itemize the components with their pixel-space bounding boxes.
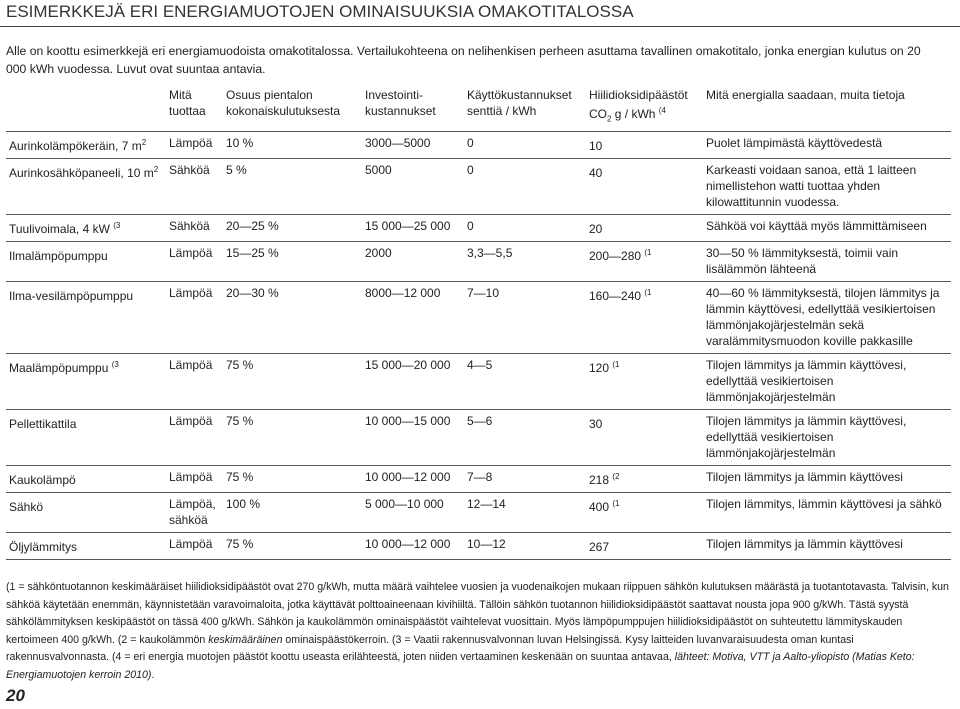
cell-hiili-text: 20 [589, 222, 603, 237]
cell-kaytto [464, 159, 586, 215]
cell-tuottaa [166, 466, 223, 493]
cell-invest [362, 354, 464, 410]
cell-osuus [223, 159, 362, 215]
cell-kaytto-text: 4—5 [467, 358, 493, 373]
cell-name [6, 533, 166, 560]
header-osuus: Osuus pientalon kokonaiskulutuksesta [226, 88, 341, 118]
cell-name [6, 159, 166, 215]
cell-muuta-text: 30—50 % lämmityksestä, toimii vain lisälämmön lähteenä [706, 246, 899, 277]
table-row [6, 215, 951, 242]
footnote-italic-1: keskimääräinen [208, 633, 283, 646]
cell-tuottaa [166, 132, 223, 159]
cell-osuus-text: 75 % [226, 414, 254, 429]
cell-name-sup: 2 [153, 165, 159, 175]
cell-kaytto-text: 7—10 [467, 286, 500, 301]
cell-muuta [703, 282, 951, 354]
cell-hiili [586, 493, 703, 533]
cell-tuottaa-text: Lämpöä [169, 246, 213, 261]
cell-osuus [223, 410, 362, 466]
cell-muuta [703, 242, 951, 282]
table-row [6, 410, 951, 466]
cell-kaytto-text: 3,3—5,5 [467, 246, 513, 261]
cell-hiili-sup: (1 [644, 288, 652, 298]
cell-kaytto [464, 354, 586, 410]
cell-muuta-text: 40—60 % lämmityksestä, tilojen lämmitys ja lämmin käyttövesi, edellyttää vesikiertoisen lämmönjakojärjestelmän sekä varalämmitysmuodon koville pakkasille [706, 286, 940, 349]
cell-osuus-text: 75 % [226, 358, 254, 373]
cell-name-text: Tuulivoimala, 4 kW [9, 222, 114, 237]
cell-muuta [703, 215, 951, 242]
cell-muuta-text: Tilojen lämmitys ja lämmin käyttövesi [706, 537, 903, 552]
header-invest: Investointi-kustannukset [365, 88, 436, 118]
cell-kaytto [464, 282, 586, 354]
cell-kaytto-text: 10—12 [467, 537, 506, 552]
cell-kaytto-text: 0 [467, 163, 474, 178]
cell-hiili-text: 267 [589, 540, 610, 555]
cell-hiili-text: 40 [589, 166, 603, 181]
cell-name [6, 282, 166, 354]
footnote-end: . [151, 668, 155, 681]
table-row [6, 466, 951, 493]
cell-tuottaa-text: Lämpöä, sähköä [169, 497, 216, 528]
cell-invest [362, 159, 464, 215]
header-hiili [586, 86, 703, 132]
cell-osuus-text: 75 % [226, 537, 254, 552]
table-body [6, 132, 951, 560]
cell-name-sup: 2 [141, 138, 147, 148]
table-row [6, 242, 951, 282]
page-number: 20 [6, 686, 25, 705]
cell-hiili-text: 30 [589, 417, 603, 432]
cell-hiili-text: 120 [589, 361, 613, 376]
cell-tuottaa-text: Lämpöä [169, 136, 213, 151]
cell-kaytto [464, 493, 586, 533]
cell-hiili [586, 466, 703, 493]
cell-name-text: Maalämpöpumppu [9, 361, 112, 376]
cell-invest [362, 215, 464, 242]
table-row [6, 533, 951, 560]
header-tuottaa: Mitä tuottaa [169, 88, 206, 118]
cell-invest-text: 2000 [365, 246, 392, 261]
cell-hiili [586, 215, 703, 242]
energy-table [6, 86, 951, 560]
cell-kaytto-text: 0 [467, 219, 474, 234]
cell-tuottaa [166, 282, 223, 354]
cell-kaytto [464, 215, 586, 242]
cell-tuottaa [166, 215, 223, 242]
cell-name [6, 410, 166, 466]
cell-kaytto [464, 132, 586, 159]
cell-hiili-text: 218 [589, 473, 613, 488]
cell-muuta-text: Karkeasti voidaan sanoa, että 1 laitteen nimellistehon watti tuottaa yhden kilowattitunnin vuodessa. [706, 163, 917, 210]
cell-name-text: Öljylämmitys [9, 540, 77, 555]
cell-hiili [586, 242, 703, 282]
cell-muuta-text: Puolet lämpimästä käyttövedestä [706, 136, 883, 151]
cell-kaytto-text: 5—6 [467, 414, 493, 429]
cell-invest [362, 466, 464, 493]
table-row [6, 282, 951, 354]
header-empty [6, 86, 166, 132]
cell-hiili [586, 282, 703, 354]
cell-muuta [703, 493, 951, 533]
cell-osuus [223, 493, 362, 533]
table-header [6, 86, 951, 132]
cell-muuta [703, 533, 951, 560]
cell-tuottaa [166, 533, 223, 560]
cell-osuus [223, 533, 362, 560]
cell-kaytto-text: 12—14 [467, 497, 506, 512]
cell-osuus [223, 215, 362, 242]
cell-name-sup: (3 [111, 360, 119, 370]
cell-kaytto-text: 0 [467, 136, 474, 151]
cell-tuottaa-text: Lämpöä [169, 470, 213, 485]
cell-invest-text: 10 000—12 000 [365, 537, 451, 552]
cell-kaytto [464, 466, 586, 493]
cell-tuottaa [166, 242, 223, 282]
cell-invest-text: 3000—5000 [365, 136, 431, 151]
cell-tuottaa [166, 493, 223, 533]
table-row [6, 493, 951, 533]
cell-name [6, 132, 166, 159]
footnote-main: (1 = sähköntuotannon keskimääräiset hiilidioksidipäästöt ovat 270 g/kWh, mutta määrä vaihtelee vuosien ja vuodenaikojen mukaan riippuen sähkön kulutuksen määrästä ja tuotantotavasta. Talvisin, kun sähköä käytetään enemmän, käynnistetään varavoimaloita, jotka käyttävät polttoaineenaan kivihiiltä. Tällöin sähkön tuotannon hiilidioksidipäästöt saattavat nousta jopa 900 g/kWh. Tästä syystä sähkölämmityksen keskipäästöt on tässä 400 g/kWh. Sähkön ja kaukolämmön ominaispäästöt vaihtelevat vuosittain. Myös lämpöpumppujen hiilidioksidipäästöt on suhteutettu lämmityskauden kertoimeen 400 g/kWh. (2 = kaukolämmön [6, 581, 949, 646]
cell-name-text: Aurinkolämpökeräin, 7 m [9, 139, 142, 154]
cell-hiili-sup: (1 [612, 499, 620, 509]
table-row [6, 354, 951, 410]
cell-invest-text: 15 000—20 000 [365, 358, 451, 373]
cell-invest-text: 8000—12 000 [365, 286, 441, 301]
cell-tuottaa [166, 410, 223, 466]
cell-invest-text: 5 000—10 000 [365, 497, 444, 512]
cell-name [6, 493, 166, 533]
cell-invest [362, 282, 464, 354]
cell-hiili-sup: (1 [644, 248, 652, 258]
cell-osuus-text: 20—30 % [226, 286, 279, 301]
cell-invest-text: 15 000—25 000 [365, 219, 451, 234]
cell-osuus-text: 100 % [226, 497, 261, 512]
cell-invest [362, 132, 464, 159]
cell-invest [362, 493, 464, 533]
cell-hiili-text: 200—280 [589, 249, 645, 264]
cell-osuus-text: 10 % [226, 136, 254, 151]
cell-osuus-text: 5 % [226, 163, 247, 178]
cell-osuus [223, 466, 362, 493]
cell-muuta-text: Tilojen lämmitys ja lämmin käyttövesi, edellyttää vesikiertoisen lämmönjakojärjestelmän [706, 414, 907, 461]
cell-hiili [586, 354, 703, 410]
footnote-sources: lähteet: Motiva, VTT ja Aalto-yliopisto (Matias Keto: Energiamuotojen kerroin 2010) [6, 651, 915, 681]
cell-kaytto-text: 7—8 [467, 470, 493, 485]
cell-hiili-text: 160—240 [589, 289, 645, 304]
cell-invest-text: 10 000—12 000 [365, 470, 451, 485]
cell-muuta-text: Tilojen lämmitys ja lämmin käyttövesi, edellyttää vesikiertoisen lämmönjakojärjestelmän [706, 358, 907, 405]
header-hiili-sup: (4 [658, 106, 666, 115]
page-header [0, 0, 960, 27]
cell-muuta-text: Tilojen lämmitys, lämmin käyttövesi ja sähkö [706, 497, 942, 512]
cell-muuta [703, 159, 951, 215]
cell-tuottaa-text: Lämpöä [169, 537, 213, 552]
cell-name-text: Kaukolämpö [9, 473, 76, 488]
header-kaytto: Käyttökustannukset senttiä / kWh [467, 88, 572, 118]
cell-name-text: Ilma-vesilämpöpumppu [9, 289, 134, 304]
cell-tuottaa-text: Lämpöä [169, 414, 213, 429]
cell-kaytto [464, 410, 586, 466]
cell-name-text: Sähkö [9, 500, 44, 515]
cell-name-text: Pellettikattila [9, 417, 77, 432]
cell-tuottaa [166, 159, 223, 215]
cell-muuta [703, 410, 951, 466]
header-muuta: Mitä energialla saadaan, muita tietoja [706, 88, 905, 102]
cell-tuottaa-text: Lämpöä [169, 286, 213, 301]
header-hiili-sub: 2 [607, 114, 612, 124]
cell-invest [362, 533, 464, 560]
cell-tuottaa [166, 354, 223, 410]
cell-muuta [703, 354, 951, 410]
cell-name-sup: (3 [113, 221, 121, 231]
cell-muuta [703, 132, 951, 159]
cell-osuus-text: 15—25 % [226, 246, 279, 261]
cell-hiili [586, 410, 703, 466]
cell-name-text: Ilmalämpöpumppu [9, 249, 108, 264]
footnote [6, 579, 951, 684]
cell-muuta [703, 466, 951, 493]
cell-name [6, 242, 166, 282]
page-title: ESIMERKKEJÄ ERI ENERGIAMUOTOJEN OMINAISUUKSIA OMAKOTITALOSSA [6, 2, 634, 21]
cell-tuottaa-text: Sähköä [169, 219, 210, 234]
cell-osuus-text: 20—25 % [226, 219, 279, 234]
header-hiili-label: Hiilidioksidipäästöt [589, 88, 688, 102]
cell-hiili [586, 132, 703, 159]
cell-tuottaa-text: Sähköä [169, 163, 210, 178]
cell-hiili [586, 533, 703, 560]
header-hiili-co: CO [589, 107, 607, 121]
footnote-middle: ominaispäästökerroin. (3 = Vaatii rakennusvalvonnan luvan Helsingissä. Kysy laitteiden luvanvaraisuudesta oman kuntasi rakennusvalvonnasta. (4 = eri energia muotojen päästöt koottu useasta erilähteestä, joten niiden vertaaminen keskenään on suuntaa antavaa, [6, 633, 854, 663]
cell-tuottaa-text: Lämpöä [169, 358, 213, 373]
cell-hiili-text: 10 [589, 139, 603, 154]
intro-paragraph: Alle on koottu esimerkkejä eri energiamuodoista omakotitalossa. Vertailukohteena on nelihenkisen perheen asuttama tavallinen omakotitalo, jonka energian kulutus on 20 000 kWh vuodessa. Luvut ovat suuntaa antavia. [6, 44, 921, 76]
cell-hiili-sup: (1 [612, 360, 620, 370]
cell-kaytto [464, 242, 586, 282]
cell-muuta-text: Tilojen lämmitys ja lämmin käyttövesi [706, 470, 903, 485]
cell-invest [362, 410, 464, 466]
cell-invest-text: 10 000—15 000 [365, 414, 451, 429]
cell-muuta-text: Sähköä voi käyttää myös lämmittämiseen [706, 219, 927, 234]
cell-hiili-sup: (2 [612, 472, 620, 482]
cell-invest [362, 242, 464, 282]
header-hiili-unit: g / kWh [611, 107, 659, 121]
cell-osuus [223, 282, 362, 354]
cell-osuus [223, 242, 362, 282]
cell-osuus [223, 132, 362, 159]
cell-hiili [586, 159, 703, 215]
cell-kaytto [464, 533, 586, 560]
cell-name [6, 354, 166, 410]
table-row [6, 159, 951, 215]
cell-invest-text: 5000 [365, 163, 392, 178]
cell-name [6, 215, 166, 242]
cell-name-text: Aurinkosähköpaneeli, 10 m [9, 166, 154, 181]
table-row [6, 132, 951, 159]
cell-osuus [223, 354, 362, 410]
cell-osuus-text: 75 % [226, 470, 254, 485]
cell-name [6, 466, 166, 493]
cell-hiili-text: 400 [589, 500, 613, 515]
